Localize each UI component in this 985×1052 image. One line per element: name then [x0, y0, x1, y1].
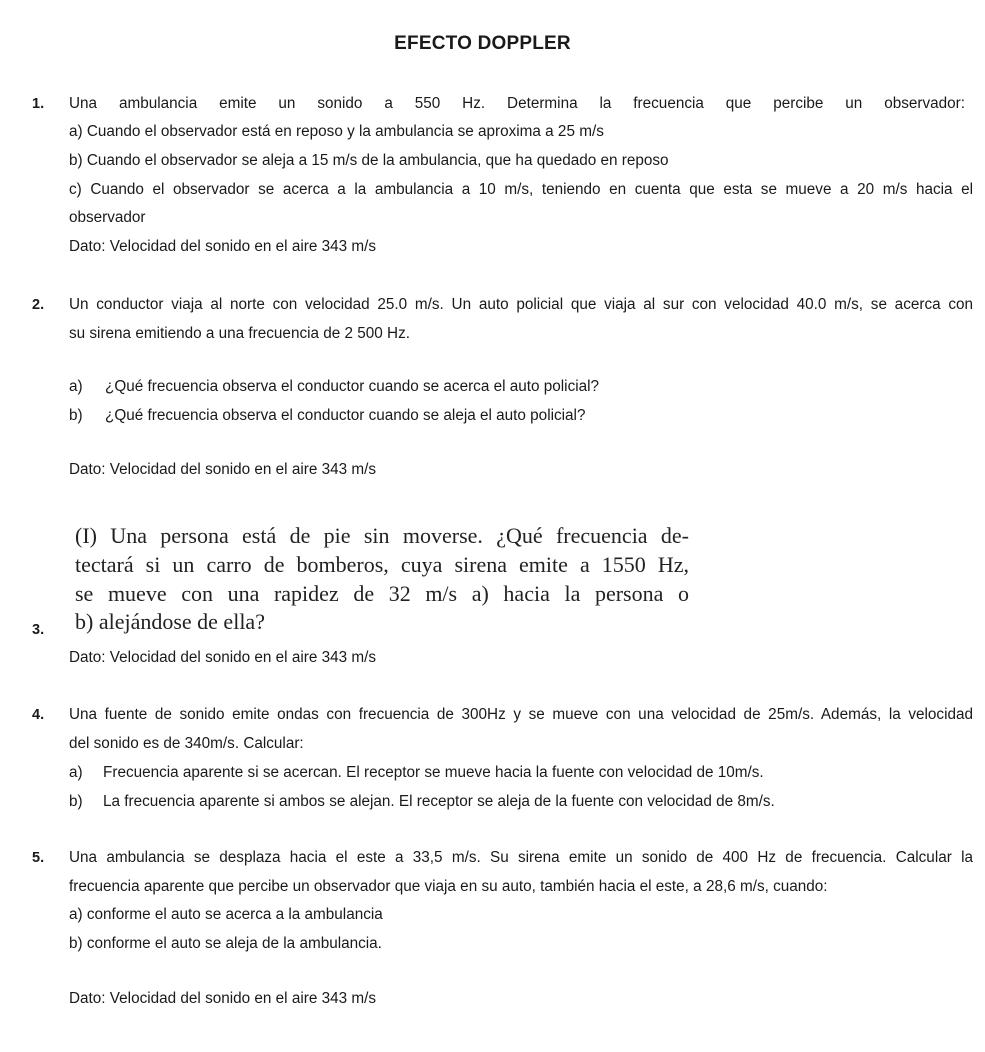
problem-2-item-a-label: a): [69, 378, 83, 395]
problem-1-item-b: b) Cuando el observador se aleja a 15 m/s de la ambulancia, que ha quedado en reposo: [69, 152, 669, 169]
problem-4-item-a-text: Frecuencia aparente si se acercan. El receptor se mueve hacia la fuente con velocidad de 10m/s.: [103, 764, 764, 781]
problem-4-statement: Una fuente de sonido emite ondas con frecuencia de 300Hz y se mueve con una velocidad de 25m/s. Además, la velocidad: [69, 706, 973, 723]
problem-5-dato: Dato: Velocidad del sonido en el aire 343 m/s: [69, 990, 376, 1007]
problem-5-item-a: a) conforme el auto se acerca a la ambulancia: [69, 906, 383, 923]
problem-4-item-b-label: b): [69, 793, 83, 810]
problem-5-statement-cont: frecuencia aparente que percibe un observador que viaja en su auto, también hacia el este, a 28,6 m/s, cuando:: [69, 878, 828, 895]
problem-2-item-b-label: b): [69, 407, 83, 424]
problem-1-dato: Dato: Velocidad del sonido en el aire 343 m/s: [69, 238, 376, 255]
problem-1-number: 1.: [32, 96, 45, 112]
problem-3-book-line-4: b) alejándose de ella?: [75, 609, 265, 634]
problem-3-dato: Dato: Velocidad del sonido en el aire 343 m/s: [69, 649, 376, 666]
problem-1-statement: Una ambulancia emite un sonido a 550 Hz. Determina la frecuencia que percibe un observador:: [69, 95, 965, 112]
problem-3-book-line-2: tectará si un carro de bomberos, cuya sirena emite a 1550 Hz,: [75, 552, 689, 577]
problem-3-number: 3.: [32, 622, 45, 638]
problem-1-item-c-cont: observador: [69, 209, 146, 226]
problem-2-item-b-text: ¿Qué frecuencia observa el conductor cuando se aleja el auto policial?: [105, 407, 586, 424]
problem-5-number: 5.: [32, 850, 45, 866]
problem-4-statement-cont: del sonido es de 340m/s. Calcular:: [69, 735, 304, 752]
problem-4-item-b-text: La frecuencia aparente si ambos se alejan. El receptor se aleja de la fuente con velocidad de 8m/s.: [103, 793, 775, 810]
problem-5-item-b: b) conforme el auto se aleja de la ambulancia.: [69, 935, 382, 952]
problem-2-statement: Un conductor viaja al norte con velocidad 25.0 m/s. Un auto policial que viaja al sur con velocidad 40.0 m/s, se acerca con: [69, 296, 973, 313]
problem-2-dato: Dato: Velocidad del sonido en el aire 343 m/s: [69, 461, 376, 478]
problem-2-item-a-text: ¿Qué frecuencia observa el conductor cuando se acerca el auto policial?: [105, 378, 600, 395]
problem-2-number: 2.: [32, 297, 45, 313]
page-title: EFECTO DOPPLER: [394, 33, 571, 54]
problem-3-book-line-3: se mueve con una rapidez de 32 m/s a) hacia la persona o: [75, 581, 689, 606]
problem-5-statement: Una ambulancia se desplaza hacia el este a 33,5 m/s. Su sirena emite un sonido de 400 Hz de frecuencia. Calcular la: [69, 849, 973, 866]
problem-4-item-a-label: a): [69, 764, 83, 781]
problem-1-item-a: a) Cuando el observador está en reposo y la ambulancia se aproxima a 25 m/s: [69, 123, 604, 140]
problem-1-item-c: c) Cuando el observador se acerca a la ambulancia a 10 m/s, teniendo en cuenta que esta se mueve a 20 m/s hacia el: [69, 181, 973, 198]
problem-2-statement-cont: su sirena emitiendo a una frecuencia de 2 500 Hz.: [69, 325, 410, 342]
problem-4-number: 4.: [32, 707, 45, 723]
problem-3-book-line-1: (I) Una persona está de pie sin moverse. ¿Qué frecuencia de-: [75, 523, 689, 548]
